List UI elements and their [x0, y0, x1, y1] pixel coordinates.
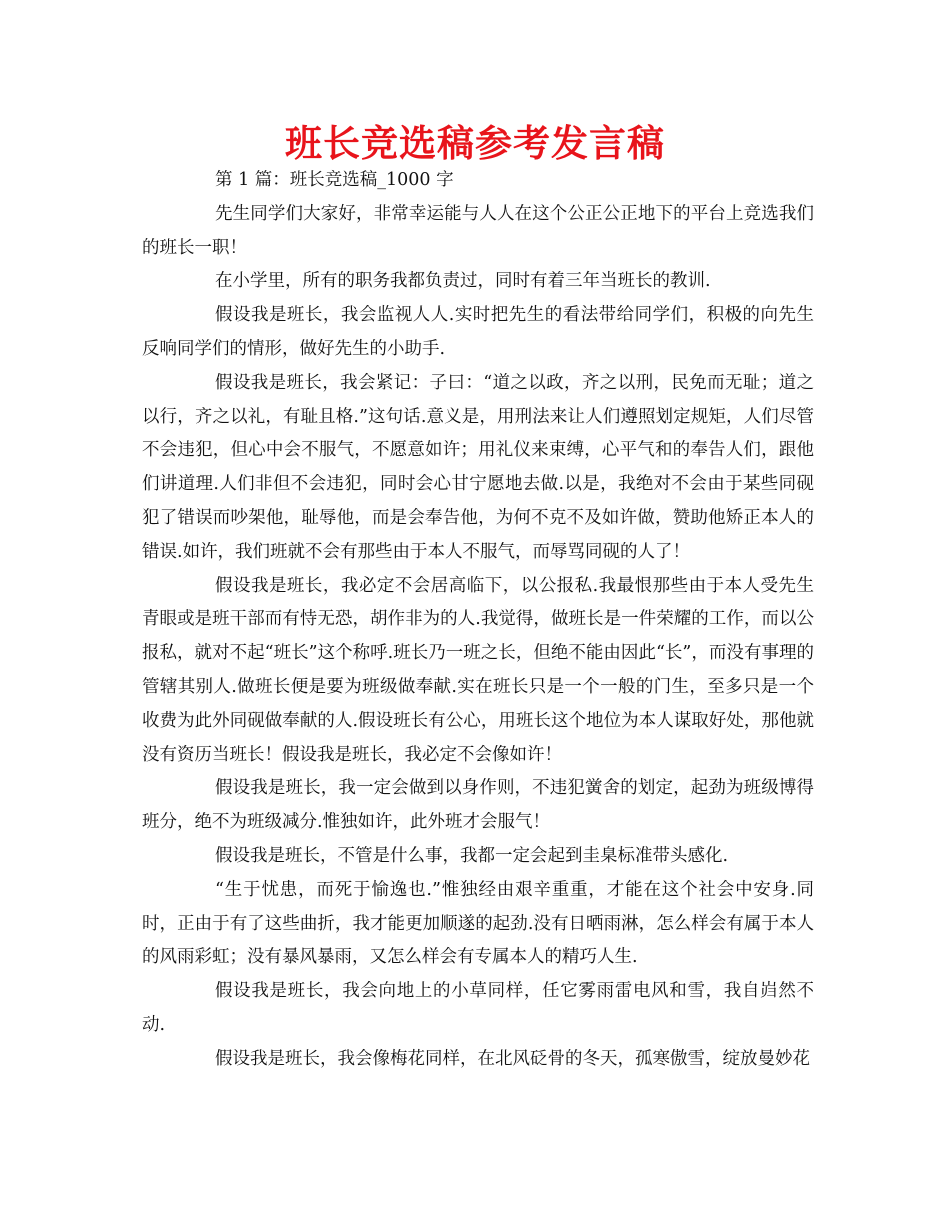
document-title: 班长竞选稿参考发言稿	[285, 122, 665, 165]
document-body	[142, 164, 814, 1077]
paragraph: 假设我是班长，我会向地上的小草同样，任它雾雨雷电风和雪，我自岿然不动.	[142, 981, 814, 1035]
paragraph: 假设我是班长，我会监视人人.实时把先生的看法带给同学们，积极的向先生反响同学们的情形，做好先生的小助手.	[142, 305, 814, 359]
paragraph: “生于忧患，而死于愉逸也.”惟独经由艰辛重重，才能在这个社会中安身.同时，正由于有了这些曲折，我才能更加顺遂的起劲.没有日晒雨淋，怎么样会有属于本人的风雨彩虹；没有暴风暴雨，又怎么样会有专属本人的精巧人生.	[142, 879, 814, 968]
paragraph: 先生同学们大家好，非常幸运能与人人在这个公正公正地下的平台上竞选我们的班长一职！	[142, 203, 814, 258]
paragraph: 假设我是班长，我一定会做到以身作则，不违犯黉舍的划定，起劲为班级博得班分，绝不为班级减分.惟独如许，此外班才会服气！	[142, 778, 814, 833]
article-subtitle: 第 1 篇：班长竞选稿_1000 字	[215, 170, 454, 190]
paragraph: 在小学里，所有的职务我都负责过，同时有着三年当班长的教训.	[215, 271, 711, 292]
paragraph: 假设我是班长，不管是什么事，我都一定会起到圭臬标准带头感化.	[215, 845, 729, 866]
paragraph: 假设我是班长，我会像梅花同样，在北风砭骨的冬天，孤寒傲雪，绽放曼妙花	[215, 1048, 810, 1069]
paragraph: 假设我是班长，我必定不会居高临下，以公报私.我最恨那些由于本人受先生青眼或是班干部而有恃无恐，胡作非为的人.我觉得，做班长是一件荣耀的工作，而以公报私，就对不起“班长”这个称呼.班长乃一班之长，但绝不能由因此“长”，而没有事理的管辖其别人.做班长便是要为班级做奉献.实在班长只是一个一般的门生，至多只是一个收费为此外同砚做奉献的人.假设班长有公心，用班长这个地位为本人谋取好处，那他就没有资历当班长！假设我是班长，我必定不会像如许！	[142, 575, 814, 765]
paragraph: 假设我是班长，我会紧记：子曰：“道之以政，齐之以刑，民免而无耻；道之以行，齐之以礼，有耻且格.”这句话.意义是，用刑法来让人们遵照划定规矩，人们尽管不会违犯，但心中会不服气，不愿意如许；用礼仪来束缚，心平气和的奉告人们，跟他们讲道理.人们非但不会违犯，同时会心甘宁愿地去做.以是，我绝对不会由于某些同砚犯了错误而吵架他，耻辱他，而是会奉告他，为何不克不及如许做，赞助他矫正本人的错误.如许，我们班就不会有那些由于本人不服气，而辱骂同砚的人了！	[142, 372, 814, 562]
